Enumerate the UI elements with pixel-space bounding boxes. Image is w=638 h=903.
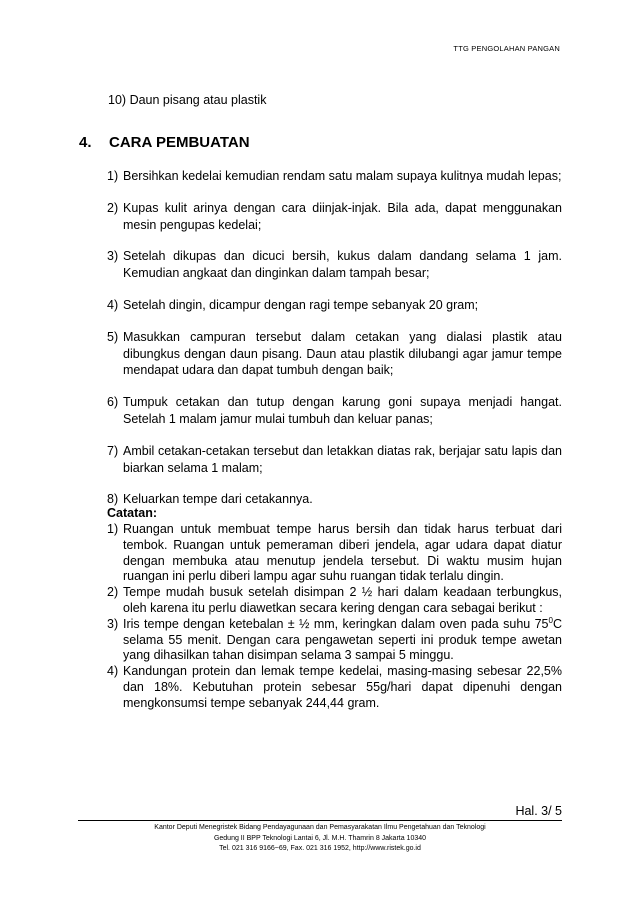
step-number: 2) <box>107 200 119 215</box>
step-item <box>107 329 562 379</box>
step-number: 6) <box>107 395 119 410</box>
previous-list-item <box>108 93 266 107</box>
section-heading <box>79 134 250 151</box>
step-item <box>107 200 562 234</box>
note-text: Kandungan protein dan lemak tempe kedelai, masing-masing sebesar 22,5% dan 18%. Kebutuhan protein sebesar 55g/hari dapat dipenuhi dengan mengkonsumsi tempe sebanyak 244,44 gram. <box>123 664 562 710</box>
note-item <box>107 664 562 711</box>
note-text: Tempe mudah busuk setelah disimpan 2 ½ hari dalam keadaan terbungkus, oleh karena itu perlu diawetkan secara kering dengan cara sebagai berikut : <box>123 585 562 615</box>
note-item <box>107 617 562 664</box>
note-text-part: Iris tempe dengan ketebalan ± ½ mm, keringkan dalam oven pada suhu 75 <box>123 616 549 631</box>
step-text: Setelah dingin, dicampur dengan ragi tempe sebanyak 20 gram; <box>123 297 479 312</box>
note-number: 1) <box>107 522 119 536</box>
step-item <box>107 443 562 477</box>
step-number: 3) <box>107 249 119 264</box>
step-number: 7) <box>107 443 119 458</box>
note-number: 3) <box>107 616 119 631</box>
footer-line-address: Gedung II BPP Teknologi Lantai 6, Jl. M.H. Thamrin 8 Jakarta 10340 <box>213 834 427 842</box>
step-text: Tumpuk cetakan dan tutup dengan karung goni supaya menjadi hangat. Setelah 1 malam jamur mulai tumbuh dan keluar panas; <box>123 395 562 426</box>
note-text: Ruangan untuk membuat tempe harus bersih dan tidak harus terbuat dari tembok. Ruangan untuk pemeraman diberi jendela, agar udara dapat diatur dengan membuka atau menutup jendela tersebut. Di waktu musim hujan ruangan ini perlu diberi lampu agar suhu ruangan tidak terlalu dingin. <box>123 522 562 584</box>
steps-list <box>107 168 562 523</box>
page-number: Hal. 3/ 5 <box>515 804 562 818</box>
step-number: 5) <box>107 329 119 344</box>
footer-line-office: Kantor Deputi Menegristek Bidang Pendayagunaan dan Pemasyarakatan Ilmu Pengetahuan dan Teknologi <box>154 824 486 831</box>
notes-heading: Catatan: <box>107 506 158 520</box>
note-text <box>123 617 562 663</box>
step-text: Masukkan campuran tersebut dalam cetakan yang dialasi plastik atau dibungkus dengan daun pisang. Daun atau plastik dilubangi agar jamur tempe mendapat udara dan dapat tumbuh dengan baik; <box>123 329 562 378</box>
section-number: 4. <box>79 134 92 151</box>
step-number: 1) <box>107 169 119 183</box>
page-footer <box>78 823 562 855</box>
step-text: Bersihkan kedelai kemudian rendam satu malam supaya kulitnya mudah lepas; <box>123 169 562 183</box>
note-number: 4) <box>107 664 119 679</box>
note-text-part: C selama 55 menit. Dengan cara pengawetan seperti ini produk tempe awetan yang dihasilkan tahan disimpan selama 3 sampai 5 minggu. <box>123 616 562 663</box>
step-item <box>107 394 562 428</box>
step-item <box>107 491 562 508</box>
note-item <box>107 522 562 585</box>
step-item <box>107 168 562 185</box>
step-text: Ambil cetakan-cetakan tersebut dan letakkan diatas rak, berjajar satu lapis dan biarkan selama 1 malam; <box>123 443 562 475</box>
degree-superscript: 0 <box>548 615 553 625</box>
notes-list <box>107 522 562 712</box>
note-number: 2) <box>107 585 119 600</box>
step-text: Keluarkan tempe dari cetakannya. <box>123 492 313 507</box>
step-number: 4) <box>107 297 119 312</box>
list-item-number: 10) <box>108 93 127 107</box>
section-title: CARA PEMBUATAN <box>109 134 250 151</box>
step-item <box>107 297 562 314</box>
step-text: Setelah dikupas dan dicuci bersih, kukus dalam dandang selama 1 jam. Kemudian angkaat dan dinginkan dalam tampah besar; <box>123 249 562 281</box>
footer-divider <box>78 820 562 821</box>
step-text: Kupas kulit arinya dengan cara diinjak-injak. Bila ada, dapat menggunakan mesin pengupas kedelai; <box>123 200 562 232</box>
page-header: TTG PENGOLAHAN PANGAN <box>453 44 560 53</box>
step-item <box>107 248 562 282</box>
footer-line-contact: Tel. 021 316 9166~69, Fax. 021 316 1952, http://www.ristek.go.id <box>219 845 421 852</box>
step-number: 8) <box>107 492 119 507</box>
list-item-text: Daun pisang atau plastik <box>129 93 267 107</box>
note-item <box>107 585 562 617</box>
